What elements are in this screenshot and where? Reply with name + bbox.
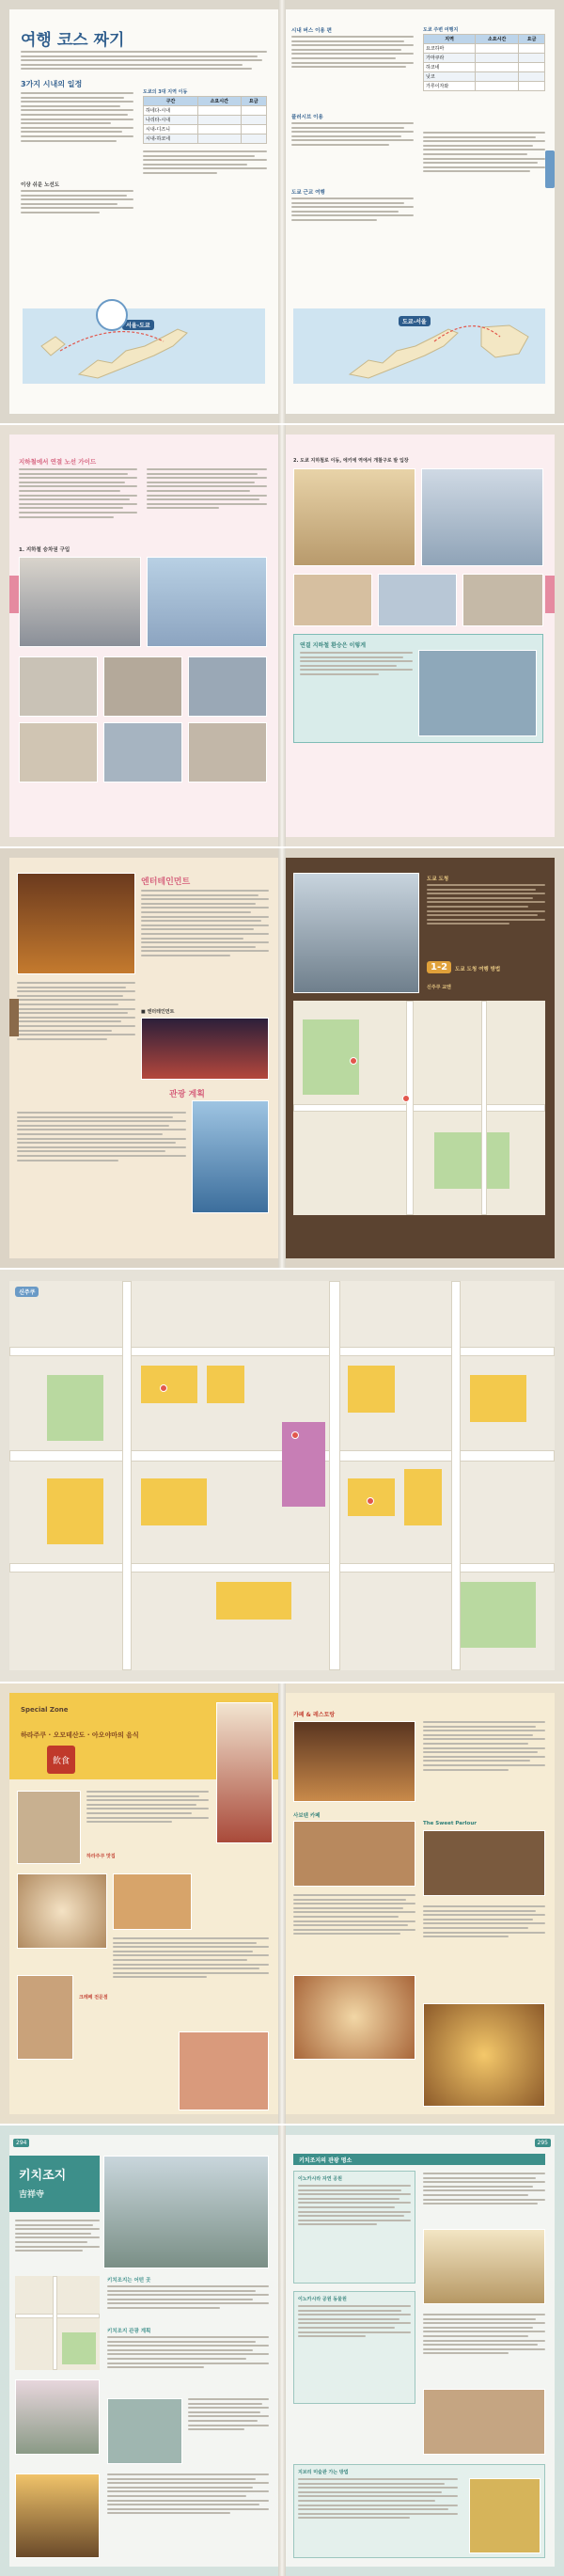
page-left bbox=[9, 858, 278, 1258]
road bbox=[15, 2314, 100, 2318]
right-heading: 도쿄 도청 여행 방법 bbox=[455, 967, 501, 972]
column-text bbox=[427, 884, 545, 927]
road bbox=[451, 1281, 461, 1670]
column-text-3 bbox=[423, 1905, 545, 1940]
station-area bbox=[282, 1422, 325, 1507]
spread-subway bbox=[0, 425, 564, 846]
sub-heading-2: 신주쿠 교엔 bbox=[427, 985, 451, 990]
page-title: 여행 코스 짜기 bbox=[21, 31, 125, 50]
spread-entertainment bbox=[0, 848, 564, 1268]
subsection-text bbox=[21, 190, 133, 216]
column-text bbox=[86, 1791, 209, 1825]
gutter bbox=[278, 2126, 286, 2576]
cafe-interior-photo bbox=[293, 1721, 415, 1802]
box-text bbox=[300, 652, 413, 678]
ticket-machine-photo bbox=[19, 557, 141, 647]
park-area-2 bbox=[434, 1132, 509, 1189]
column-text bbox=[291, 36, 414, 71]
column-text bbox=[423, 2173, 545, 2207]
column-text-2 bbox=[291, 122, 414, 149]
page-number: 295 bbox=[535, 2139, 551, 2147]
gate-photo-3 bbox=[462, 574, 543, 626]
section-heading-3: 도쿄 근교 여행 bbox=[291, 190, 325, 196]
zone-label: Special Zone bbox=[21, 1706, 69, 1714]
cafe-photo bbox=[293, 1821, 415, 1887]
section-heading-1: 시내 버스 이용 편 bbox=[291, 28, 332, 34]
title-jp: 吉祥寺 bbox=[19, 2190, 45, 2200]
road bbox=[481, 1001, 487, 1215]
step-badge: 1-2 bbox=[427, 961, 451, 973]
step-heading: 1. 지하철 승차권 구입 bbox=[19, 547, 70, 553]
table-caption-right: 도쿄 주변 여행지 bbox=[423, 27, 459, 33]
block bbox=[141, 1478, 207, 1525]
food-photo-3 bbox=[17, 1975, 73, 2060]
night-street-photo bbox=[141, 1018, 269, 1080]
column-text bbox=[141, 890, 269, 959]
page-number: 294 bbox=[13, 2139, 29, 2147]
kichijoji-map bbox=[15, 2276, 100, 2370]
box-heading: 이노카시라 자연 공원 bbox=[298, 2176, 342, 2182]
nearby-table: 지역 소요시간 요금 요코하마 가마쿠라 하코네 닛코 가루이자와 bbox=[423, 34, 545, 91]
right-column-text bbox=[423, 132, 545, 175]
zoom-circle bbox=[96, 299, 128, 331]
title-kr: 키치조지 bbox=[19, 2169, 67, 2183]
page-left bbox=[9, 1693, 278, 2114]
column-text-2 bbox=[107, 2336, 269, 2371]
zone-stamp: 飲食 bbox=[47, 1746, 75, 1774]
block bbox=[216, 1582, 291, 1620]
road bbox=[9, 1563, 555, 1572]
map-pin bbox=[350, 1057, 357, 1065]
route-table: 구간 소요시간 요금 하네다-시내 나리타-시내 시내-디즈니 시내-하코네 bbox=[143, 96, 267, 144]
road bbox=[122, 1281, 132, 1670]
column-text-2 bbox=[423, 2314, 545, 2357]
road bbox=[293, 1104, 545, 1112]
crepe-photo bbox=[179, 2031, 269, 2110]
museum-photo bbox=[423, 2229, 545, 2304]
right-heading: 카페 & 레스토랑 bbox=[293, 1712, 336, 1718]
park-photo bbox=[103, 2156, 269, 2268]
boat-photo bbox=[107, 2398, 182, 2464]
info-box-1 bbox=[293, 2171, 415, 2284]
subsection-heading: 이상 쉬운 노선도 bbox=[21, 182, 60, 188]
ticket-screen-photo bbox=[147, 557, 267, 647]
shop-photo bbox=[15, 2473, 100, 2558]
page-left bbox=[9, 2135, 278, 2567]
section-heading-2: 플러시브 이용 bbox=[291, 115, 323, 120]
ticket-photo-1 bbox=[19, 656, 98, 717]
column-text-3 bbox=[291, 198, 414, 224]
block bbox=[207, 1366, 244, 1403]
box-text bbox=[298, 2185, 411, 2228]
pudding-photo bbox=[423, 2003, 545, 2107]
spread-kichijoji bbox=[0, 2126, 564, 2576]
block bbox=[470, 1375, 526, 1422]
side-tab bbox=[9, 576, 19, 613]
side-text bbox=[143, 150, 267, 177]
interior-photo bbox=[423, 2389, 545, 2455]
side-tab bbox=[9, 999, 19, 1036]
gate-photo-2 bbox=[378, 574, 457, 626]
page-right bbox=[286, 9, 555, 414]
box-heading: 지브리 미술관 가는 방법 bbox=[298, 2470, 349, 2475]
sub-heading-1: 도쿄 도청 bbox=[427, 877, 449, 882]
restaurant-photo bbox=[17, 1791, 81, 1864]
page-right bbox=[286, 1693, 555, 2114]
section-heading: 엔터테인먼트 bbox=[141, 877, 191, 887]
park-area bbox=[47, 1375, 103, 1441]
page-tab bbox=[545, 150, 555, 188]
page-left bbox=[9, 9, 278, 414]
food-photo-2 bbox=[113, 1873, 192, 1930]
map-pin bbox=[160, 1384, 167, 1392]
page-left bbox=[9, 435, 278, 837]
section-heading-2: 관광 계획 bbox=[169, 1090, 205, 1099]
food-photo-1 bbox=[17, 1873, 107, 1949]
step-heading: 2. 도쿄 지하철로 이동, 에키에 역에서 개찰구로 발 입장 bbox=[293, 458, 409, 464]
spot-name: The Sweet Parlour bbox=[423, 1821, 477, 1826]
right-title: 키치조지의 관광 명소 bbox=[299, 2157, 352, 2164]
section-text bbox=[21, 92, 133, 144]
park-area bbox=[461, 1582, 536, 1648]
dessert-photo bbox=[293, 1975, 415, 2060]
title-block bbox=[9, 2156, 100, 2212]
area-map bbox=[293, 1001, 545, 1215]
box-text bbox=[298, 2305, 411, 2340]
page-right bbox=[286, 858, 555, 1258]
block bbox=[141, 1366, 197, 1403]
ticket-photo-4 bbox=[19, 722, 98, 782]
block bbox=[348, 1366, 395, 1413]
side-tab bbox=[545, 576, 555, 613]
road bbox=[329, 1281, 340, 1670]
intro-text bbox=[15, 2220, 100, 2254]
column-text-2 bbox=[147, 468, 267, 512]
gutter bbox=[278, 425, 286, 846]
map-pin bbox=[291, 1431, 299, 1439]
road bbox=[53, 2276, 57, 2370]
gutter bbox=[278, 0, 286, 423]
zone-title: 하라주쿠 · 오모테산도 · 아오야마의 음식 bbox=[21, 1731, 139, 1739]
info-box-3 bbox=[293, 2464, 545, 2558]
bottom-text bbox=[17, 1112, 186, 1163]
ticket-photo-3 bbox=[188, 656, 267, 717]
geisha-illustration bbox=[216, 1702, 273, 1843]
gutter bbox=[278, 1683, 286, 2124]
block bbox=[47, 1478, 103, 1544]
page-heading: 지하철에서 연결 노선 가이드 bbox=[19, 458, 97, 466]
gate-screen-photo bbox=[421, 468, 543, 566]
spot-name: 사보텐 카페 bbox=[293, 1813, 321, 1819]
column-text-2 bbox=[293, 1894, 415, 1937]
tower-photo bbox=[192, 1100, 269, 1213]
section-heading-2: 키치조지 관광 계획 bbox=[107, 2329, 151, 2334]
section-heading-1: 키치조지는 어떤 곳 bbox=[107, 2278, 151, 2284]
spread-shinjuku-map bbox=[0, 1270, 564, 1682]
sub-heading: ■ 엔터테인먼트 bbox=[141, 1009, 175, 1015]
road bbox=[406, 1001, 414, 1215]
ticket-photo-5 bbox=[103, 722, 182, 782]
park-area bbox=[62, 2332, 96, 2364]
route-badge: 서울-도쿄 bbox=[122, 320, 154, 330]
ticket-photo-2 bbox=[103, 656, 182, 717]
map-pin bbox=[402, 1095, 410, 1102]
cherry-photo bbox=[15, 2379, 100, 2455]
column-text bbox=[423, 1721, 545, 1773]
map-pin bbox=[367, 1497, 374, 1505]
map-label: 신주쿠 bbox=[15, 1287, 39, 1297]
spread-travel-course bbox=[0, 0, 564, 423]
city-hall-photo bbox=[293, 873, 419, 993]
column-text-4 bbox=[107, 2473, 269, 2517]
table-caption: 도쿄의 3대 지역 이동 bbox=[143, 89, 188, 95]
transfer-photo bbox=[418, 650, 537, 736]
gate-photo-1 bbox=[293, 574, 372, 626]
ticket-photo-6 bbox=[188, 722, 267, 782]
page-right bbox=[286, 435, 555, 837]
block bbox=[404, 1469, 442, 1525]
spot-name: 하라주쿠 맛집 bbox=[86, 1854, 116, 1859]
street-photo bbox=[17, 873, 135, 974]
title-bar bbox=[293, 2154, 545, 2165]
shinjuku-map bbox=[9, 1281, 555, 1670]
column-text bbox=[107, 2285, 269, 2312]
box-heading: 이노카시라 공원 동물원 bbox=[298, 2297, 347, 2302]
transfer-box bbox=[293, 634, 543, 743]
column-text bbox=[19, 468, 137, 520]
column-text-3 bbox=[188, 2398, 269, 2433]
road bbox=[9, 1347, 555, 1356]
info-box-2 bbox=[293, 2291, 415, 2404]
gate-photo bbox=[293, 468, 415, 566]
page-right bbox=[286, 2135, 555, 2567]
intro-text bbox=[21, 51, 267, 72]
spot-name: 크레페 전문점 bbox=[79, 1995, 108, 2000]
parlour-photo bbox=[423, 1830, 545, 1896]
route-badge-right: 도쿄-서울 bbox=[399, 316, 431, 326]
left-column-text bbox=[17, 982, 135, 1042]
ghibli-photo bbox=[469, 2478, 540, 2553]
column-text-2 bbox=[113, 1937, 269, 1981]
gutter bbox=[278, 848, 286, 1268]
section-heading: 3가지 시내의 일정 bbox=[21, 80, 83, 88]
spread-harajuku-food bbox=[0, 1683, 564, 2124]
box-text bbox=[298, 2478, 458, 2521]
box-heading: 연결 지하철 환승은 이렇게 bbox=[300, 642, 367, 649]
